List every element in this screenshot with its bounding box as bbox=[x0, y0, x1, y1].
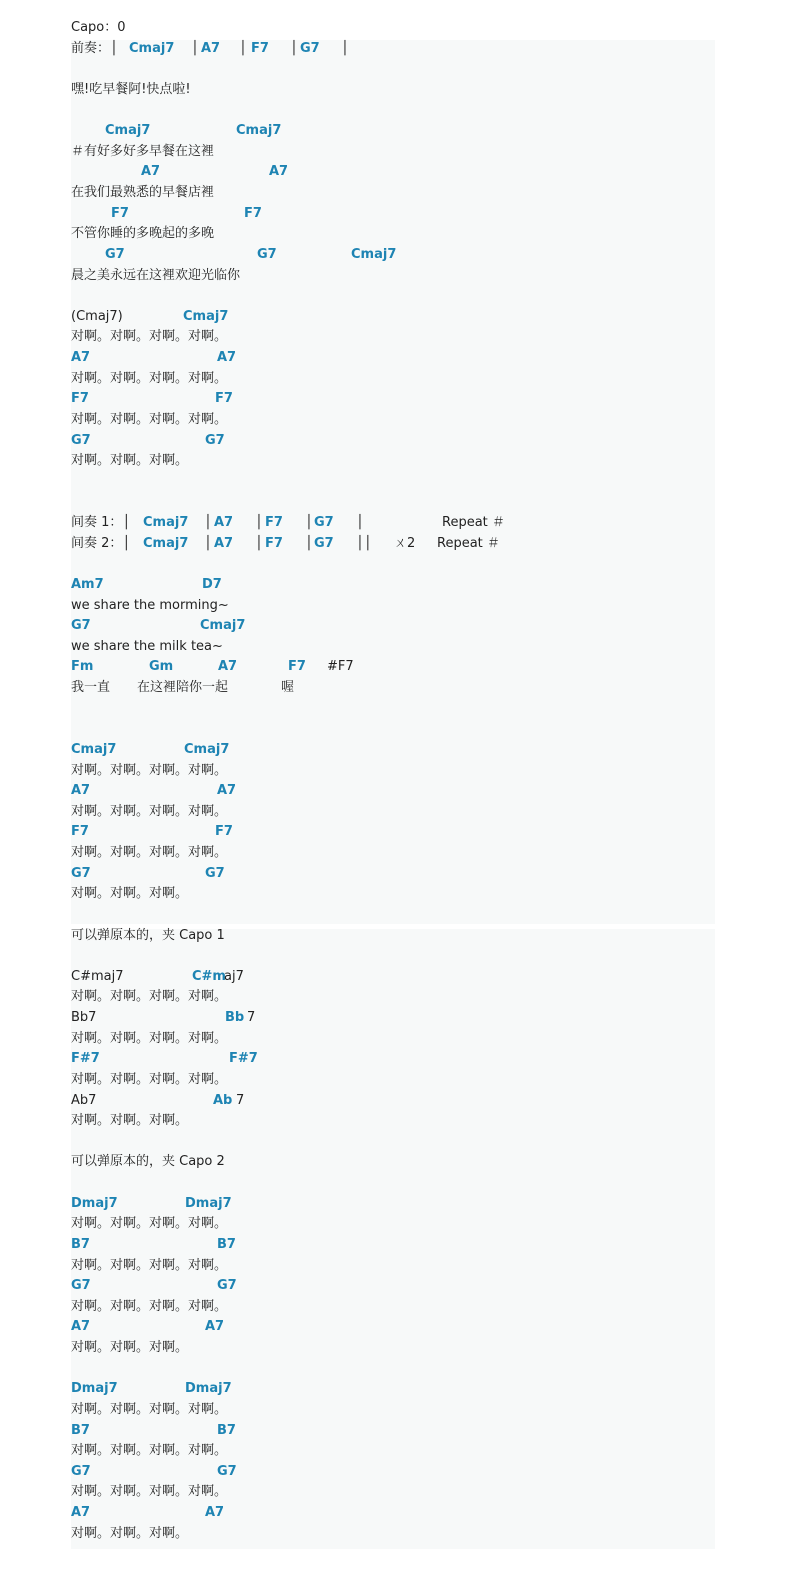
chord-label: A7 bbox=[214, 515, 234, 530]
chord-label: G7 bbox=[105, 246, 125, 262]
lyric-text: 对啊。对啊。对啊。对啊。 bbox=[71, 1443, 228, 1459]
sheet-line bbox=[71, 266, 771, 287]
chord-label: A7 bbox=[269, 164, 289, 180]
chord-label: Cmaj7 bbox=[143, 515, 189, 530]
chord-label: A7 bbox=[71, 1319, 91, 1335]
chord-label: A7 bbox=[214, 535, 234, 551]
blank-line bbox=[71, 1132, 771, 1153]
lyric-text: Capo：0 bbox=[71, 20, 126, 35]
chord-label: Cmaj7 bbox=[105, 123, 151, 139]
lyric-text: ││ bbox=[356, 535, 372, 551]
sheet-line bbox=[71, 18, 771, 39]
sheet-line bbox=[71, 1379, 771, 1400]
sheet-line bbox=[71, 657, 771, 678]
lyric-text: 对啊。对啊。对啊。对啊。 bbox=[71, 1030, 228, 1046]
chord-label: Dmaj7 bbox=[71, 1381, 118, 1397]
chord-label: F7 bbox=[215, 824, 233, 840]
sheet-line bbox=[71, 1441, 771, 1462]
sheet-line bbox=[71, 596, 771, 617]
chord-label: Cmaj7 bbox=[200, 618, 246, 634]
sheet-line bbox=[71, 637, 771, 658]
blank-line bbox=[71, 101, 771, 122]
chord-label: G7 bbox=[71, 1278, 91, 1294]
sheet-line bbox=[71, 1029, 771, 1050]
sheet-line bbox=[71, 1049, 771, 1070]
chord-label: A7 bbox=[218, 659, 238, 675]
sheet-line bbox=[71, 410, 771, 431]
sheet-line bbox=[71, 822, 771, 843]
sheet-line bbox=[71, 1503, 771, 1524]
chord-label: Cmaj7 bbox=[236, 123, 282, 139]
chord-label: G7 bbox=[71, 618, 91, 634]
lyric-text: 对啊。对啊。对啊。 bbox=[71, 886, 189, 902]
lyric-text: 嘿!吃早餐阿!快点啦! bbox=[71, 81, 191, 97]
sheet-line bbox=[71, 1256, 771, 1277]
chord-label: F7 bbox=[111, 205, 129, 221]
lyric-text: we share the morming~ bbox=[71, 597, 229, 613]
sheet-line bbox=[71, 142, 771, 163]
sheet-line bbox=[71, 1338, 771, 1359]
lyric-text: 对啊。对啊。对啊。 bbox=[71, 1525, 189, 1541]
chord-label: Dmaj7 bbox=[185, 1195, 232, 1211]
sheet-line bbox=[71, 121, 771, 142]
sheet-line bbox=[71, 1400, 771, 1421]
lyric-text: 对啊。对啊。对啊。 bbox=[71, 1113, 189, 1129]
blank-line bbox=[71, 554, 771, 575]
lyric-text: │ bbox=[204, 515, 212, 530]
sheet-line bbox=[71, 967, 771, 988]
sheet-line bbox=[71, 513, 771, 534]
lyric-text: 7 bbox=[247, 1010, 256, 1025]
chord-label: A7 bbox=[205, 1319, 225, 1335]
lyric-text: 对啊。对啊。对啊。对啊。 bbox=[71, 411, 228, 427]
lyric-text: Repeat ＃ bbox=[437, 535, 500, 551]
chord-label: F7 bbox=[215, 391, 233, 407]
lyric-text: │ bbox=[255, 515, 263, 530]
chord-label: B7 bbox=[71, 1236, 90, 1252]
chord-label: A7 bbox=[71, 1505, 91, 1520]
sheet-line bbox=[71, 1317, 771, 1338]
lyric-text: │ bbox=[305, 535, 313, 551]
sheet-line bbox=[71, 1008, 771, 1029]
lyric-text: Bb7 bbox=[71, 1010, 97, 1025]
lyric-text: 间奏 1：│ bbox=[71, 515, 131, 530]
sheet-line bbox=[71, 183, 771, 204]
chord-label: F7 bbox=[244, 205, 262, 221]
chord-label: F7 bbox=[288, 659, 306, 675]
chord-label: A7 bbox=[71, 350, 91, 365]
chord-label: Fm bbox=[71, 659, 94, 675]
lyric-text: Repeat ＃ bbox=[442, 515, 505, 530]
sheet-line bbox=[71, 431, 771, 452]
chord-label: Bb bbox=[225, 1010, 245, 1025]
sheet-line bbox=[71, 884, 771, 905]
lyric-text: 对啊。对啊。对啊。 bbox=[71, 453, 189, 469]
chord-label: A7 bbox=[205, 1505, 225, 1520]
lyric-text: C#maj7 bbox=[71, 968, 124, 984]
lyric-text: 对啊。对啊。对啊。对啊。 bbox=[71, 1216, 228, 1232]
lyric-text: 对啊。对啊。对啊。 bbox=[71, 1340, 189, 1355]
chord-label: Gm bbox=[149, 659, 174, 675]
chord-label: Cmaj7 bbox=[351, 246, 397, 262]
lyric-text: 晨之美永远在这裡欢迎光临你 bbox=[71, 267, 241, 283]
lyric-text: 对啊。对啊。对啊。对啊。 bbox=[71, 1401, 228, 1417]
chord-label: G7 bbox=[217, 1278, 237, 1294]
chord-label: G7 bbox=[217, 1463, 237, 1479]
chord-label: F#7 bbox=[71, 1051, 100, 1067]
chord-label: B7 bbox=[71, 1422, 90, 1438]
lyric-text: (Cmaj7) bbox=[71, 308, 123, 324]
blank-line bbox=[71, 492, 771, 513]
chord-label: G7 bbox=[314, 515, 334, 530]
lyric-text: 对啊。对啊。对啊。对啊。 bbox=[71, 845, 228, 860]
sheet-line bbox=[71, 761, 771, 782]
chord-label: F7 bbox=[71, 391, 89, 407]
chord-label: G7 bbox=[71, 865, 91, 881]
lyric-text: │ bbox=[356, 515, 364, 530]
lyric-text: 前奏：│ bbox=[71, 40, 118, 56]
sheet-line bbox=[71, 204, 771, 225]
sheet-line bbox=[71, 224, 771, 245]
blank-line bbox=[71, 719, 771, 740]
lyric-text: aj7 bbox=[224, 968, 244, 984]
chord-label: A7 bbox=[217, 350, 237, 365]
sheet-line bbox=[71, 1421, 771, 1442]
sheet-line bbox=[71, 307, 771, 328]
chord-label: F#7 bbox=[229, 1051, 258, 1067]
lyric-text: 对啊。对啊。对啊。对啊。 bbox=[71, 1484, 228, 1500]
sheet-line bbox=[71, 926, 771, 947]
sheet-line bbox=[71, 80, 771, 101]
chord-label: F7 bbox=[265, 515, 283, 530]
chord-label: A7 bbox=[71, 783, 91, 799]
chord-sheet bbox=[71, 18, 771, 1544]
sheet-line bbox=[71, 451, 771, 472]
sheet-line bbox=[71, 1462, 771, 1483]
chord-label: F7 bbox=[71, 824, 89, 840]
sheet-line bbox=[71, 1524, 771, 1545]
sheet-line bbox=[71, 864, 771, 885]
lyric-text: 7 bbox=[236, 1092, 245, 1108]
blank-line bbox=[71, 286, 771, 307]
lyric-text: ＃有好多好多早餐在这裡 bbox=[71, 143, 215, 159]
chord-label: A7 bbox=[201, 40, 221, 56]
lyric-text: 在这裡陪你一起 bbox=[137, 680, 229, 695]
sheet-line bbox=[71, 1235, 771, 1256]
sheet-line bbox=[71, 843, 771, 864]
sheet-line bbox=[71, 1152, 771, 1173]
lyric-text: 对啊。对啊。对啊。对啊。 bbox=[71, 1071, 228, 1087]
lyric-text: 对啊。对啊。对啊。对啊。 bbox=[71, 370, 228, 386]
lyric-text: 对啊。对啊。对啊。对啊。 bbox=[71, 1298, 228, 1314]
chord-label: G7 bbox=[205, 865, 225, 881]
sheet-line bbox=[71, 327, 771, 348]
chord-label: Ab bbox=[213, 1092, 233, 1108]
sheet-line bbox=[71, 678, 771, 699]
chord-label: G7 bbox=[71, 1463, 91, 1479]
lyric-text: 对啊。对啊。对啊。对啊。 bbox=[71, 803, 228, 819]
sheet-line bbox=[71, 1297, 771, 1318]
chord-label: F7 bbox=[251, 40, 269, 56]
chord-label: Cmaj7 bbox=[184, 741, 230, 757]
sheet-line bbox=[71, 162, 771, 183]
lyric-text: #F7 bbox=[327, 659, 354, 675]
sheet-line bbox=[71, 1091, 771, 1112]
chord-label: B7 bbox=[217, 1422, 236, 1438]
sheet-line bbox=[71, 616, 771, 637]
chord-label: G7 bbox=[71, 432, 91, 448]
chord-label: C#m bbox=[192, 968, 226, 984]
lyric-text: 可以弹原本的，夹 Capo 1 bbox=[71, 927, 225, 943]
chord-label: Cmaj7 bbox=[129, 40, 175, 56]
blank-line bbox=[71, 59, 771, 80]
blank-line bbox=[71, 1359, 771, 1380]
sheet-line bbox=[71, 389, 771, 410]
sheet-line bbox=[71, 1276, 771, 1297]
chord-label: D7 bbox=[202, 576, 222, 592]
sheet-line bbox=[71, 369, 771, 390]
blank-line bbox=[71, 946, 771, 967]
chord-label: G7 bbox=[257, 246, 277, 262]
chord-label: G7 bbox=[300, 40, 320, 56]
sheet-line bbox=[71, 740, 771, 761]
lyric-text: │ bbox=[290, 40, 298, 56]
chord-label: A7 bbox=[141, 164, 161, 180]
chord-label: Dmaj7 bbox=[71, 1195, 118, 1211]
lyric-text: Ab7 bbox=[71, 1092, 97, 1108]
lyric-text: 间奏 2：│ bbox=[71, 535, 131, 551]
sheet-line bbox=[71, 39, 771, 60]
lyric-text: 对啊。对啊。对啊。对啊。 bbox=[71, 1257, 228, 1273]
sheet-line bbox=[71, 802, 771, 823]
chord-label: Am7 bbox=[71, 576, 104, 592]
blank-line bbox=[71, 699, 771, 720]
chord-label: G7 bbox=[314, 535, 334, 551]
sheet-line bbox=[71, 534, 771, 555]
lyric-text: 对啊。对啊。对啊。对啊。 bbox=[71, 762, 228, 778]
chord-label: Cmaj7 bbox=[71, 741, 117, 757]
lyric-text: 在我们最熟悉的早餐店裡 bbox=[71, 185, 215, 200]
lyric-text: │ bbox=[255, 535, 263, 551]
chord-label: Cmaj7 bbox=[143, 535, 189, 551]
sheet-line bbox=[71, 1214, 771, 1235]
sheet-line bbox=[71, 1111, 771, 1132]
lyric-text: we share the milk tea~ bbox=[71, 638, 223, 654]
chord-label: Dmaj7 bbox=[185, 1381, 232, 1397]
chord-label: F7 bbox=[265, 535, 283, 551]
sheet-line bbox=[71, 781, 771, 802]
lyric-text: │ bbox=[191, 40, 199, 56]
lyric-text: ㄨ2 bbox=[394, 535, 416, 551]
sheet-line bbox=[71, 348, 771, 369]
sheet-line bbox=[71, 245, 771, 266]
blank-line bbox=[71, 1173, 771, 1194]
lyric-text: 对啊。对啊。对啊。对啊。 bbox=[71, 989, 228, 1005]
sheet-line bbox=[71, 575, 771, 596]
lyric-text: 我一直 bbox=[71, 680, 111, 695]
blank-line bbox=[71, 905, 771, 926]
lyric-text: │ bbox=[239, 40, 247, 56]
lyric-text: 对啊。对啊。对啊。对啊。 bbox=[71, 329, 228, 345]
sheet-line bbox=[71, 1194, 771, 1215]
sheet-line bbox=[71, 987, 771, 1008]
chord-label: A7 bbox=[217, 783, 237, 799]
lyric-text: 喔 bbox=[281, 680, 295, 695]
lyric-text: │ bbox=[341, 40, 349, 56]
lyric-text: │ bbox=[204, 535, 212, 551]
lyric-text: │ bbox=[305, 515, 313, 530]
lyric-text: 不管你睡的多晚起的多晚 bbox=[71, 226, 215, 242]
sheet-line bbox=[71, 1482, 771, 1503]
chord-label: G7 bbox=[205, 432, 225, 448]
sheet-line bbox=[71, 1070, 771, 1091]
chord-label: Cmaj7 bbox=[183, 308, 229, 324]
chord-label: B7 bbox=[217, 1236, 236, 1252]
lyric-text: 可以弹原本的，夹 Capo 2 bbox=[71, 1154, 225, 1170]
blank-line bbox=[71, 472, 771, 493]
